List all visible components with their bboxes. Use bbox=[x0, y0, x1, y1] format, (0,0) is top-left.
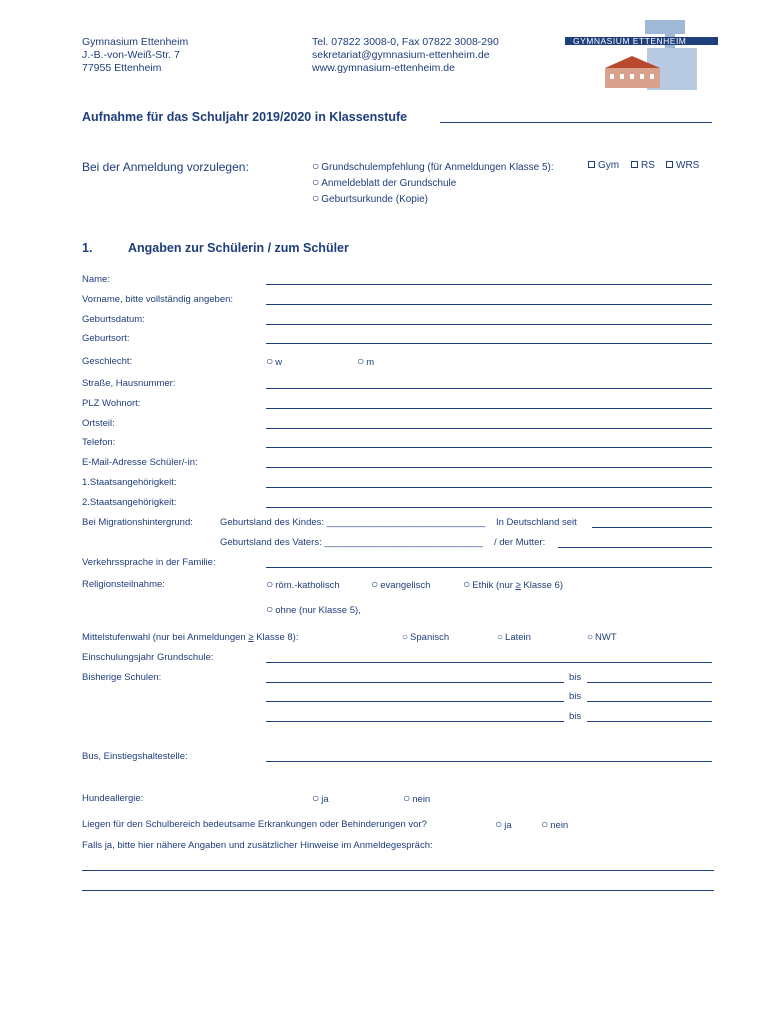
label-staat1: 1.Staatsangehörigkeit: bbox=[82, 477, 177, 488]
schule-3-bis-field[interactable] bbox=[587, 721, 712, 722]
option-label: ja bbox=[504, 820, 512, 831]
plz-field[interactable] bbox=[266, 408, 712, 409]
label-falls-ja: Falls ja, bitte hier nähere Angaben und zusätzlicher Hinweise im Anmeldegespräch: bbox=[82, 840, 433, 851]
staat1-field[interactable] bbox=[266, 487, 712, 488]
geschlecht-m-option[interactable] bbox=[357, 355, 374, 368]
radio-icon: ○ bbox=[371, 577, 379, 591]
name-field[interactable] bbox=[266, 284, 712, 285]
hinweise-field-2[interactable] bbox=[82, 890, 714, 891]
bus-field[interactable] bbox=[266, 761, 712, 762]
hundeallergie-nein-option[interactable] bbox=[403, 792, 430, 805]
geburtsort-field[interactable] bbox=[266, 343, 712, 344]
strasse-field[interactable] bbox=[266, 388, 712, 389]
label-plz: PLZ Wohnort: bbox=[82, 398, 141, 409]
geburtsdatum-field[interactable] bbox=[266, 324, 712, 325]
label-einschulung: Einschulungsjahr Grundschule: bbox=[82, 652, 214, 663]
doc-geburtsurkunde[interactable] bbox=[312, 192, 428, 205]
option-label: evangelisch bbox=[380, 580, 431, 591]
option-label: Ethik (nur bbox=[472, 580, 513, 591]
hinweise-field-1[interactable] bbox=[82, 870, 714, 871]
option-label: ja bbox=[321, 794, 329, 805]
label-telefon: Telefon: bbox=[82, 437, 116, 448]
address-line: Gymnasium Ettenheim bbox=[82, 36, 189, 48]
label-erkrankungen: Liegen für den Schulbereich bedeutsame Erkrankungen oder Behinderungen vor? bbox=[82, 819, 427, 830]
schooltype-rs[interactable] bbox=[631, 160, 655, 171]
contact-phone: Tel. 07822 3008-0, Fax 07822 3008-290 bbox=[312, 36, 499, 48]
option-label: Spanisch bbox=[410, 632, 450, 643]
hundeallergie-ja-option[interactable] bbox=[312, 792, 329, 805]
religion-evangelisch-option[interactable] bbox=[371, 578, 430, 591]
label-hundeallergie: Hundeallergie: bbox=[82, 793, 144, 804]
label-email: E-Mail-Adresse Schüler/-in: bbox=[82, 457, 198, 468]
label-text: Mittelstufenwahl (nur bei Anmeldungen bbox=[82, 632, 246, 643]
mittelstufe-spanisch-option[interactable] bbox=[402, 632, 449, 643]
school-address bbox=[82, 36, 188, 75]
option-label: m bbox=[366, 357, 375, 368]
radio-icon: ○ bbox=[587, 632, 594, 643]
doc-label: Geburtsurkunde (Kopie) bbox=[321, 194, 428, 205]
geburtsland-kind-field[interactable]: Geburtsland des Kindes: ______________________________ bbox=[220, 517, 486, 528]
radio-icon: ○ bbox=[312, 175, 320, 189]
section-title: Angaben zur Schülerin / zum Schüler bbox=[128, 241, 349, 255]
mittelstufe-nwt-option[interactable] bbox=[587, 632, 617, 643]
radio-icon: ○ bbox=[497, 632, 504, 643]
vorname-field[interactable] bbox=[266, 304, 712, 305]
label-name: Name: bbox=[82, 274, 110, 285]
label-vorname: Vorname, bitte vollständig angeben: bbox=[82, 294, 234, 305]
contact-website: www.gymnasium-ettenheim.de bbox=[312, 62, 455, 74]
schooltype-gym[interactable] bbox=[588, 160, 619, 171]
label-bus: Bus, Einstiegshaltestelle: bbox=[82, 751, 188, 762]
label-mutter: / der Mutter: bbox=[494, 537, 546, 548]
contact-email: sekretariat@gymnasium-ettenheim.de bbox=[312, 49, 490, 61]
label-staat2: 2.Staatsangehörigkeit: bbox=[82, 497, 177, 508]
schule-1-bis-field[interactable] bbox=[587, 682, 712, 683]
radio-icon: ○ bbox=[495, 817, 503, 831]
schule-2-field[interactable] bbox=[266, 701, 564, 702]
doc-label: Grundschulempfehlung (für Anmeldungen Klasse 5): bbox=[321, 162, 554, 173]
anmeldung-label: Bei der Anmeldung vorzulegen: bbox=[82, 160, 249, 174]
checkbox-icon bbox=[666, 161, 673, 168]
school-logo bbox=[565, 18, 720, 93]
page-title: Aufnahme für das Schuljahr 2019/2020 in Klassenstufe bbox=[82, 110, 408, 124]
ortsteil-field[interactable] bbox=[266, 428, 712, 429]
radio-icon: ○ bbox=[312, 159, 320, 173]
label-in-deutschland: In Deutschland seit bbox=[496, 517, 577, 528]
erkrankungen-nein-option[interactable] bbox=[541, 818, 568, 831]
doc-grundschulempfehlung[interactable] bbox=[312, 160, 554, 173]
radio-icon: ○ bbox=[402, 632, 409, 643]
doc-label: Anmeldeblatt der Grundschule bbox=[321, 178, 457, 189]
radio-icon: ○ bbox=[266, 354, 274, 368]
religion-ohne-option[interactable] bbox=[266, 603, 361, 616]
schooltype-label: Gym bbox=[598, 160, 620, 171]
klassenstufe-field[interactable] bbox=[440, 122, 712, 123]
label-geburtsort: Geburtsort: bbox=[82, 333, 130, 344]
schooltype-label: RS bbox=[641, 160, 655, 171]
section-number: 1. bbox=[82, 241, 93, 255]
address-line: J.-B.-von-Weiß-Str. 7 bbox=[82, 49, 180, 61]
geschlecht-w-option[interactable] bbox=[266, 355, 282, 368]
logo-text: GYMNASIUM ETTENHEIM bbox=[573, 36, 687, 46]
label-bis: bis bbox=[569, 672, 582, 683]
verkehrssprache-field[interactable] bbox=[266, 567, 712, 568]
schule-2-bis-field[interactable] bbox=[587, 701, 712, 702]
option-label: w bbox=[275, 357, 283, 368]
label-strasse: Straße, Hausnummer: bbox=[82, 378, 176, 389]
radio-icon: ○ bbox=[541, 817, 549, 831]
school-contact bbox=[312, 36, 499, 75]
schooltype-wrs[interactable] bbox=[666, 160, 699, 171]
label-ortsteil: Ortsteil: bbox=[82, 418, 115, 429]
ge-symbol: ≥ bbox=[515, 580, 521, 591]
radio-icon: ○ bbox=[312, 791, 320, 805]
radio-icon: ○ bbox=[403, 791, 411, 805]
label-verkehrssprache: Verkehrssprache in der Familie: bbox=[82, 557, 216, 568]
ge-symbol: ≥ bbox=[248, 632, 254, 643]
schule-3-field[interactable] bbox=[266, 721, 564, 722]
staat2-field[interactable] bbox=[266, 507, 712, 508]
schooltype-label: WRS bbox=[676, 160, 700, 171]
doc-anmeldeblatt[interactable] bbox=[312, 176, 456, 189]
school-logo-graphic bbox=[565, 18, 720, 93]
einschulung-field[interactable] bbox=[266, 662, 712, 663]
label-religion: Religionsteilnahme: bbox=[82, 579, 165, 590]
mittelstufe-latein-option[interactable] bbox=[497, 632, 531, 643]
label-geschlecht: Geschlecht: bbox=[82, 356, 133, 367]
schule-1-field[interactable] bbox=[266, 682, 564, 683]
label-geburtsdatum: Geburtsdatum: bbox=[82, 314, 145, 325]
option-label: Latein bbox=[505, 632, 531, 643]
option-label: nein bbox=[550, 820, 569, 831]
label-bis: bis bbox=[569, 691, 582, 702]
option-label: nein bbox=[412, 794, 431, 805]
checkbox-icon bbox=[631, 161, 638, 168]
telefon-field[interactable] bbox=[266, 447, 712, 448]
label-text: Klasse 8): bbox=[256, 632, 299, 643]
religion-katholisch-option[interactable] bbox=[266, 578, 340, 591]
checkbox-icon bbox=[588, 161, 595, 168]
option-label: ohne (nur Klasse 5), bbox=[275, 605, 361, 616]
mutter-field[interactable] bbox=[558, 547, 712, 548]
erkrankungen-ja-option[interactable] bbox=[495, 818, 512, 831]
radio-icon: ○ bbox=[266, 602, 274, 616]
radio-icon: ○ bbox=[463, 577, 471, 591]
in-deutschland-field[interactable] bbox=[592, 527, 712, 528]
label-bis: bis bbox=[569, 711, 582, 722]
radio-icon: ○ bbox=[357, 354, 365, 368]
radio-icon: ○ bbox=[266, 577, 274, 591]
geburtsland-vater-field[interactable]: Geburtsland des Vaters: ______________________________ bbox=[220, 537, 483, 548]
option-label: Klasse 6) bbox=[523, 580, 564, 591]
address-line: 77955 Ettenheim bbox=[82, 62, 162, 74]
email-field[interactable] bbox=[266, 467, 712, 468]
option-label: NWT bbox=[595, 632, 617, 643]
label-bisherige: Bisherige Schulen: bbox=[82, 672, 162, 683]
label-mittelstufe bbox=[82, 632, 298, 643]
religion-ethik-option[interactable] bbox=[463, 578, 563, 591]
label-migration: Bei Migrationshintergrund: bbox=[82, 517, 193, 528]
option-label: röm.-katholisch bbox=[275, 580, 340, 591]
radio-icon: ○ bbox=[312, 191, 320, 205]
